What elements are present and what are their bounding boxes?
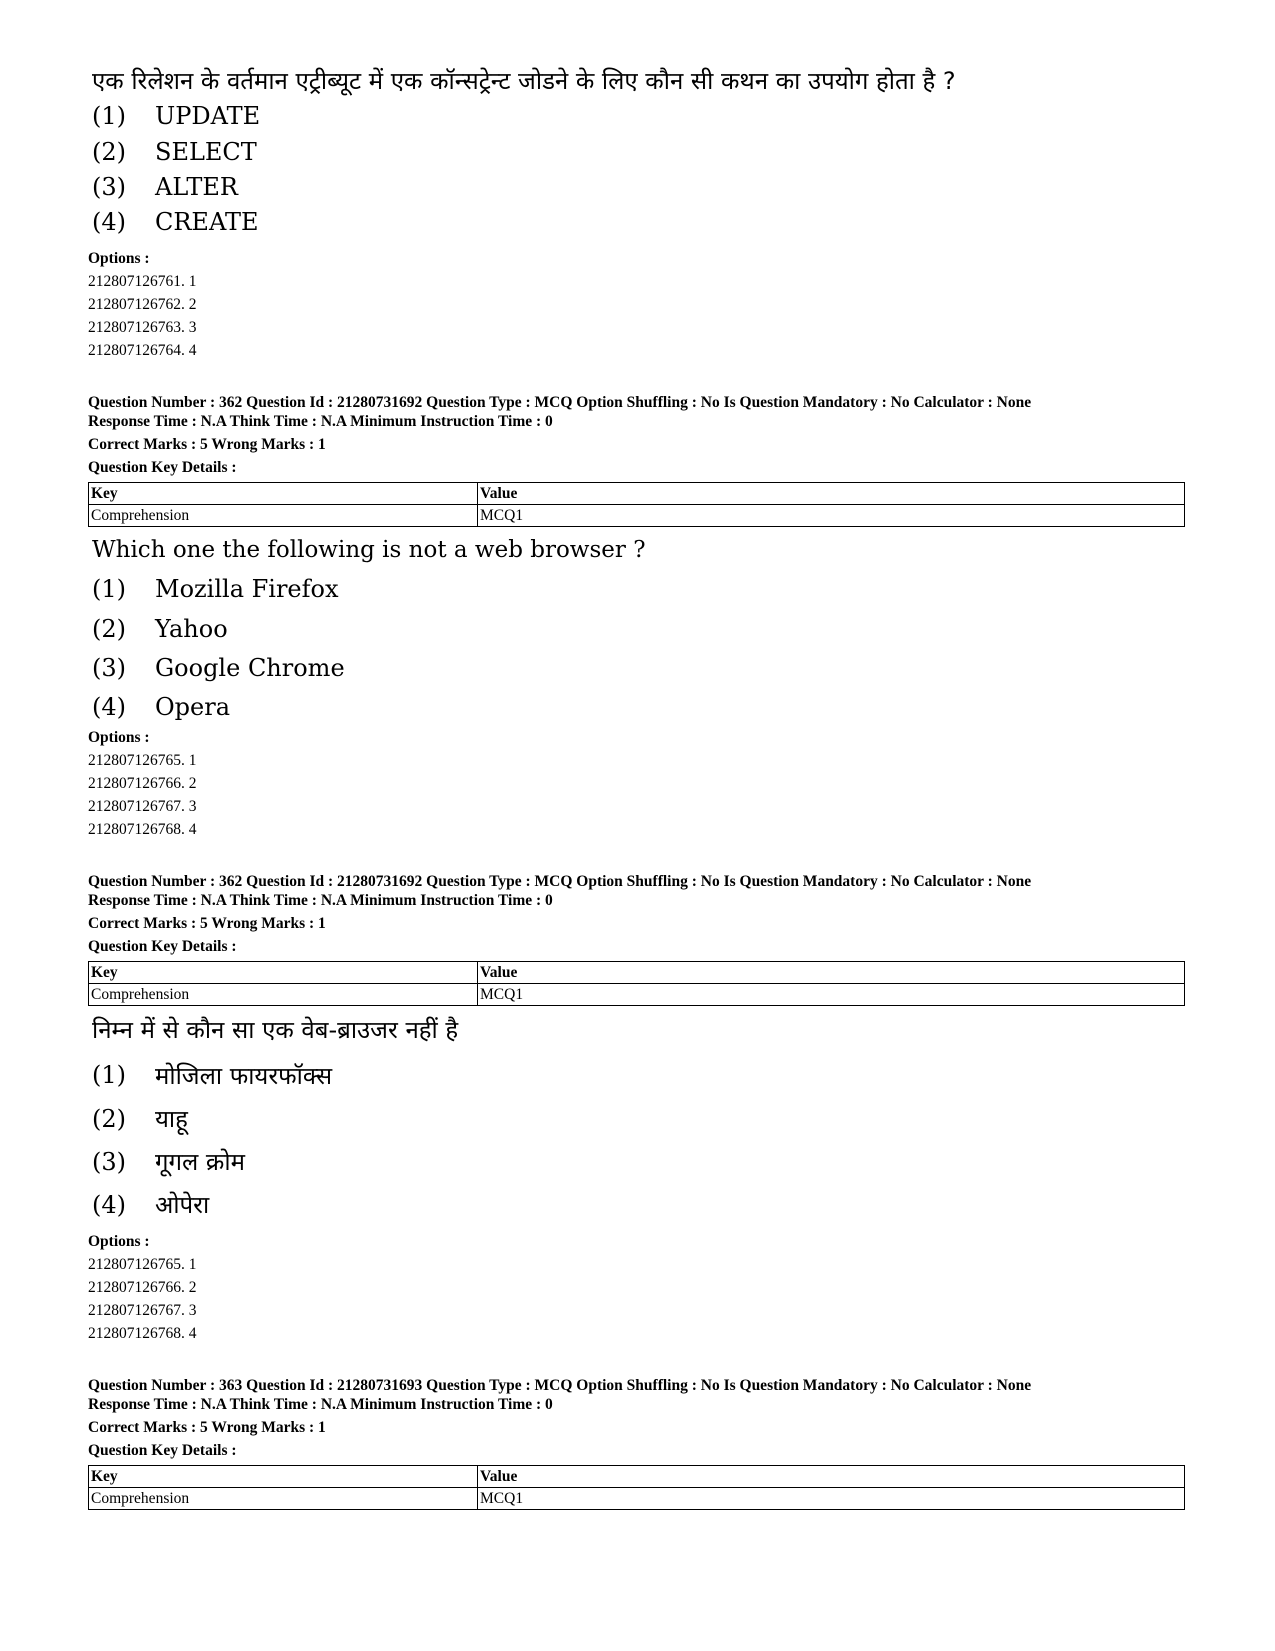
table-header-row (89, 962, 1185, 984)
option-number: (4) (92, 1190, 126, 1219)
meta-marks: Correct Marks : 5 Wrong Marks : 1 (88, 1419, 326, 1436)
question-1-option-1 (92, 98, 956, 134)
question-2-option-3 (92, 648, 646, 687)
question-2-stem: Which one the following is not a web browser ? (92, 537, 646, 563)
option-text: SELECT (155, 137, 257, 166)
option-id: 212807126765. 1 (88, 1256, 197, 1273)
option-text: Google Chrome (155, 653, 345, 682)
meta-time-info: Response Time : N.A Think Time : N.A Minimum Instruction Time : 0 (88, 892, 553, 909)
option-text: Yahoo (155, 614, 228, 643)
header-value: Value (478, 1466, 1185, 1488)
table-header-row (89, 1466, 1185, 1488)
table-row (89, 984, 1185, 1006)
option-number: (3) (92, 172, 126, 201)
meta-marks: Correct Marks : 5 Wrong Marks : 1 (88, 436, 326, 453)
question-3-option-3 (92, 1140, 458, 1183)
option-text: CREATE (155, 207, 259, 236)
table-header-row (89, 483, 1185, 505)
meta-key-details-label: Question Key Details : (88, 938, 237, 955)
option-id: 212807126766. 2 (88, 775, 197, 792)
question-meta-1 (88, 393, 1031, 477)
option-text: गूगल क्रोम (155, 1148, 245, 1176)
question-1-stem: एक रिलेशन के वर्तमान एट्रीब्यूट में एक कॉन्सट्रेन्ट जोडने के लिए कौन सी कथन का उपयोग होता है ? (92, 67, 956, 95)
option-number: (4) (92, 207, 126, 236)
meta-question-info: Question Number : 362 Question Id : 21280731692 Question Type : MCQ Option Shuffling : No Is Question Mandatory : No Calculator : None (88, 873, 1032, 890)
cell-key: Comprehension (89, 1488, 478, 1510)
meta-question-info: Question Number : 363 Question Id : 21280731693 Question Type : MCQ Option Shuffling : No Is Question Mandatory : No Calculator : None (88, 1377, 1032, 1394)
option-number: (4) (92, 692, 126, 721)
option-text: UPDATE (155, 102, 261, 130)
question-2-option-4 (92, 687, 646, 726)
option-number: (2) (92, 1104, 126, 1133)
options-label: Options : (88, 1233, 150, 1250)
question-1-option-4 (92, 204, 956, 239)
option-text: Mozilla Firefox (155, 575, 339, 603)
option-id: 212807126764. 4 (88, 342, 197, 359)
question-2 (92, 535, 646, 726)
question-3-option-2 (92, 1097, 458, 1140)
header-key: Key (89, 962, 478, 984)
question-2-option-ids (88, 726, 197, 841)
meta-key-details-label: Question Key Details : (88, 459, 237, 476)
option-number: (3) (92, 1147, 126, 1176)
question-2-option-1 (92, 569, 646, 609)
option-id: 212807126767. 3 (88, 798, 197, 815)
meta-marks: Correct Marks : 5 Wrong Marks : 1 (88, 915, 326, 932)
question-1 (92, 66, 956, 239)
option-number: (2) (92, 614, 126, 643)
header-key: Key (89, 1466, 478, 1488)
option-number: (1) (92, 575, 126, 603)
option-text: ALTER (155, 172, 238, 201)
option-id: 212807126768. 4 (88, 1325, 197, 1342)
option-id: 212807126768. 4 (88, 821, 197, 838)
option-number: (2) (92, 137, 126, 166)
question-2-option-2 (92, 609, 646, 648)
meta-question-info: Question Number : 362 Question Id : 21280731692 Question Type : MCQ Option Shuffling : No Is Question Mandatory : No Calculator : None (88, 394, 1032, 411)
option-id: 212807126761. 1 (88, 273, 197, 290)
cell-key: Comprehension (89, 505, 478, 527)
option-text: ओपेरा (155, 1191, 210, 1219)
cell-key: Comprehension (89, 984, 478, 1006)
cell-value: MCQ1 (478, 984, 1185, 1006)
question-3 (92, 1015, 458, 1226)
option-text: मोजिला फायरफॉक्स (155, 1061, 333, 1090)
header-key: Key (89, 483, 478, 505)
question-meta-3 (88, 1376, 1031, 1460)
table-row (89, 505, 1185, 527)
option-id: 212807126765. 1 (88, 752, 197, 769)
question-3-stem: निम्न में से कौन सा एक वेब-ब्राउजर नहीं है (92, 1016, 459, 1044)
option-text: याहू (155, 1105, 188, 1133)
meta-time-info: Response Time : N.A Think Time : N.A Minimum Instruction Time : 0 (88, 413, 553, 430)
question-key-table-1 (88, 482, 1185, 527)
header-value: Value (478, 962, 1185, 984)
question-1-option-2 (92, 134, 956, 169)
question-meta-2 (88, 872, 1031, 956)
question-3-option-1 (92, 1053, 458, 1097)
question-1-option-ids (88, 247, 197, 362)
option-id: 212807126762. 2 (88, 296, 197, 313)
option-id: 212807126767. 3 (88, 1302, 197, 1319)
question-3-option-ids (88, 1230, 197, 1345)
option-number: (3) (92, 653, 126, 682)
options-label: Options : (88, 250, 150, 267)
question-key-table-3 (88, 1465, 1185, 1510)
meta-time-info: Response Time : N.A Think Time : N.A Minimum Instruction Time : 0 (88, 1396, 553, 1413)
options-label: Options : (88, 729, 150, 746)
option-number: (1) (92, 1061, 126, 1089)
table-row (89, 1488, 1185, 1510)
question-3-option-4 (92, 1183, 458, 1226)
option-id: 212807126766. 2 (88, 1279, 197, 1296)
option-id: 212807126763. 3 (88, 319, 197, 336)
meta-key-details-label: Question Key Details : (88, 1442, 237, 1459)
cell-value: MCQ1 (478, 505, 1185, 527)
option-text: Opera (155, 692, 231, 721)
option-number: (1) (92, 102, 126, 130)
cell-value: MCQ1 (478, 1488, 1185, 1510)
header-value: Value (478, 483, 1185, 505)
question-1-option-3 (92, 169, 956, 204)
question-key-table-2 (88, 961, 1185, 1006)
